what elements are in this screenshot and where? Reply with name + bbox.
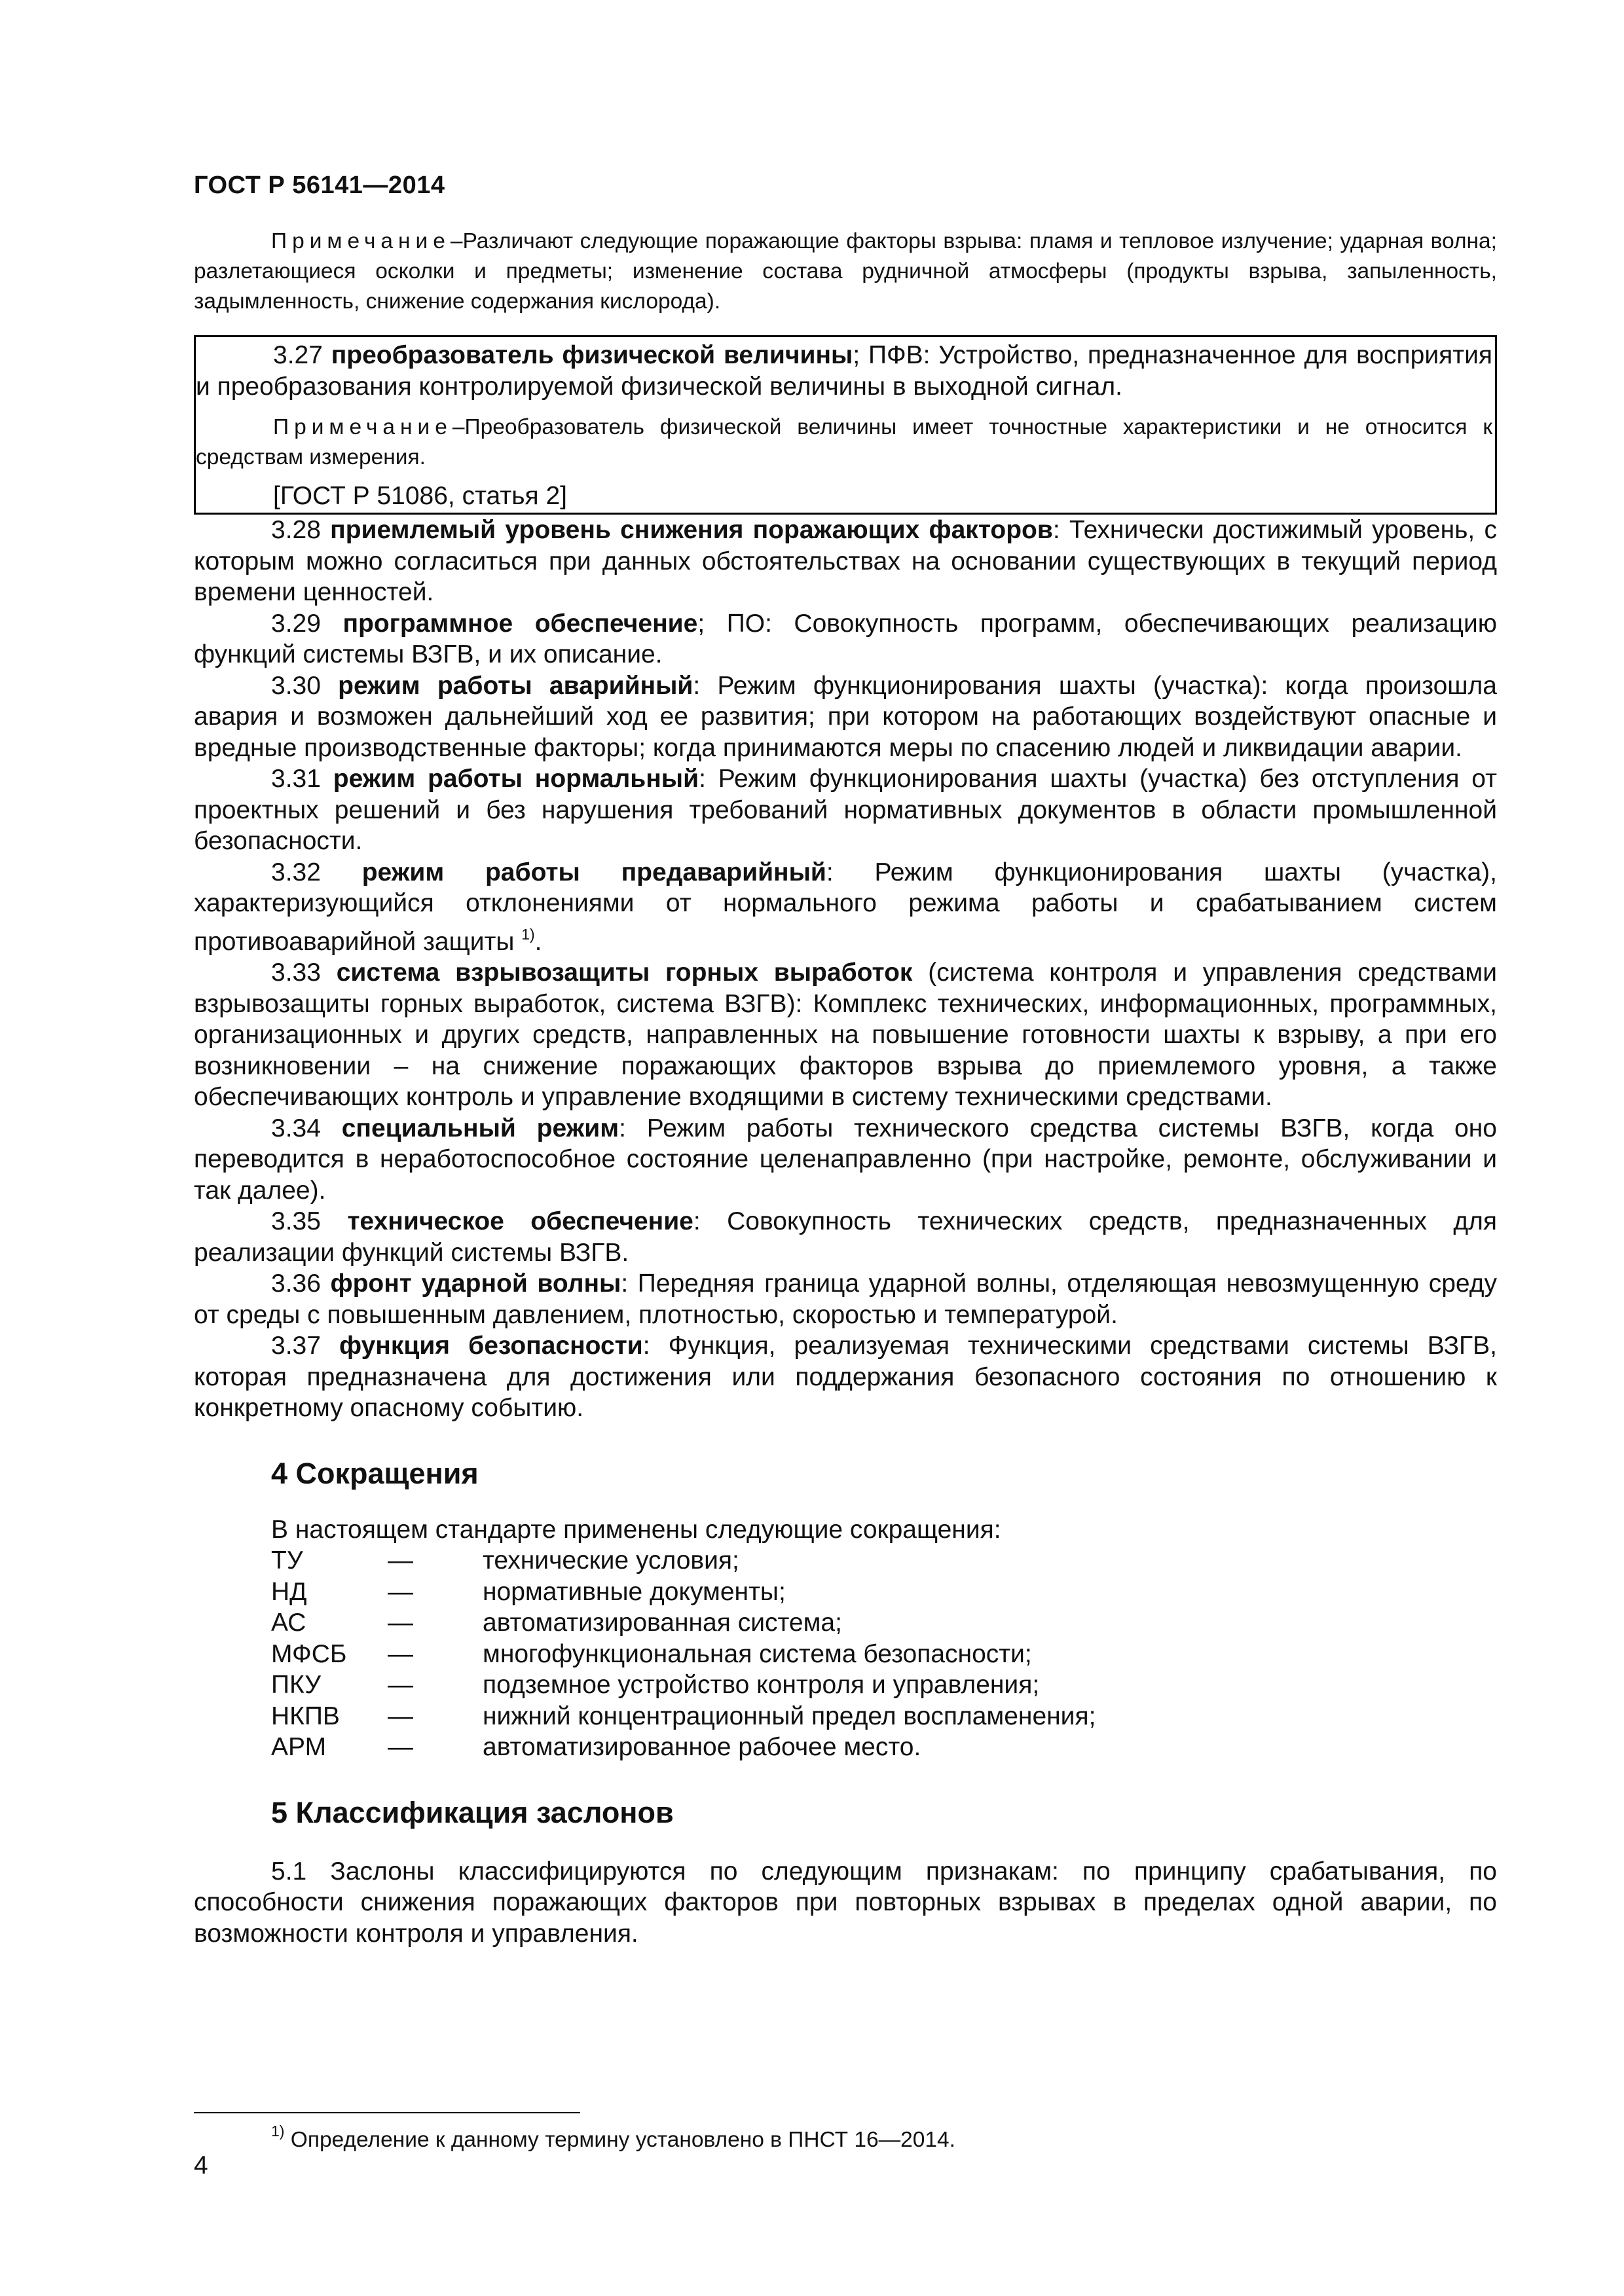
terms-list [194, 515, 1497, 1424]
term-name: специальный режим [341, 1114, 619, 1142]
abbreviation-meaning: технические условия; [483, 1546, 739, 1575]
term-paragraph [194, 1206, 1497, 1268]
footnote [271, 2116, 955, 2155]
term-number: 3.28 [271, 516, 321, 544]
term-tail: . [534, 927, 542, 956]
abbreviation: ПКУ [271, 1671, 321, 1699]
list-item [271, 1545, 1497, 1576]
abbreviation: НД [271, 1577, 307, 1606]
note-text: –Преобразователь физической величины имеет точностные характеристики и не относится к средствам измерения. [196, 415, 1492, 469]
section-intro: В настоящем стандарте применены следующие сокращения: [271, 1515, 1001, 1544]
term-paragraph [194, 763, 1497, 857]
footnote-separator [194, 2112, 580, 2113]
term-number: 3.36 [271, 1269, 321, 1298]
term-definition: ; ПФВ: Устройство, предназначенное для восприятия и преобразования контролируемой физической величины в выходной сигнал. [196, 341, 1492, 401]
term-number: 3.29 [271, 609, 321, 638]
list-item [271, 1639, 1497, 1670]
term-name: программное обеспечение [342, 609, 698, 638]
dash: — [388, 1639, 413, 1668]
dash: — [388, 1702, 413, 1730]
term-paragraph [194, 515, 1497, 608]
term-paragraph [194, 1113, 1497, 1207]
section-heading: 5 Классификация заслонов [271, 1795, 674, 1829]
term-reference: [ГОСТ Р 51086, статья 2] [273, 482, 568, 510]
document-header: ГОСТ Р 56141—2014 [194, 172, 445, 199]
note-label: Примечание [273, 415, 452, 439]
abbreviation-meaning: автоматизированная система; [483, 1609, 842, 1637]
page-number: 4 [194, 2151, 208, 2179]
term-number: 3.31 [271, 765, 321, 793]
term-name: преобразователь физической величины [331, 341, 853, 369]
abbreviations-list [271, 1545, 1497, 1763]
term-name: техническое обеспечение [347, 1207, 693, 1235]
term-paragraph [194, 1330, 1497, 1424]
term-number: 3.32 [271, 858, 321, 886]
term-name: режим работы аварийный [338, 671, 693, 700]
boxed-note [196, 412, 1492, 473]
list-item [271, 1607, 1497, 1639]
abbreviation-meaning: нормативные документы; [483, 1577, 786, 1606]
term-name: фронт ударной волны [330, 1269, 621, 1298]
section-heading: 4 Сокращения [271, 1456, 479, 1490]
abbreviation-meaning: многофункциональная система безопасности; [483, 1639, 1032, 1668]
dash: — [388, 1733, 413, 1761]
abbreviation-meaning: нижний концентрационный предел воспламенения; [483, 1702, 1096, 1730]
term-paragraph [194, 1268, 1497, 1330]
term-paragraph [194, 608, 1497, 670]
term-definition: : Передняя граница ударной волны, отделяющая невозмущенную среду от среды с повышенным давлением, плотностью, скоростью и температурой. [194, 1269, 1497, 1329]
term-definition: ; ПО: Совокупность программ, обеспечивающих реализацию функций системы ВЗГВ, и их описание. [194, 609, 1497, 668]
term-number: 3.33 [271, 958, 321, 987]
dash: — [388, 1609, 413, 1637]
term-name: система взрывозащиты горных выработок [336, 958, 913, 987]
term-definition: : Режим работы технического средства системы ВЗГВ, когда оно переводится в неработоспособное состояние целенаправленно (при настройке, ремонте, обслуживании и так далее). [194, 1114, 1497, 1205]
term-definition: : Функция, реализуемая техническими средствами системы ВЗГВ, которая предназначена для достижения или поддержания безопасного состояния по отношению к конкретному опасному событию. [194, 1332, 1497, 1422]
boxed-term-3-27 [194, 335, 1497, 515]
term-paragraph [196, 340, 1492, 402]
dash: — [388, 1577, 413, 1606]
abbreviation: АС [271, 1609, 306, 1637]
term-name: режим работы предаварийный [361, 858, 826, 886]
term-definition: : Совокупность технических средств, предназначенных для реализации функций системы ВЗГВ. [194, 1207, 1497, 1267]
footnote-text: Определение к данному термину установлено в ПНСТ 16—2014. [284, 2128, 955, 2152]
abbreviation: МФСБ [271, 1639, 347, 1668]
note-paragraph [194, 227, 1497, 317]
list-item [271, 1576, 1497, 1608]
term-definition: (система контроля и управления средствами взрывозащиты горных выработок, система ВЗГВ): Комплекс технических, информационных, программных, организационных и других средств, направленных на повышение готовности шахты к взрыву, а при его возникновении – на снижение поражающих факторов взрыва до приемлемого уровня, а также обеспечивающих контроль и управление входящими в систему техническими средствами. [194, 958, 1497, 1111]
term-number: 3.35 [271, 1207, 321, 1235]
term-definition: : Режим функционирования шахты (участка) без отступления от проектных решений и без нарушения требований нормативных документов в области промышленной безопасности. [194, 765, 1497, 855]
abbreviation-meaning: подземное устройство контроля и управления; [483, 1671, 1040, 1699]
list-item [271, 1732, 1497, 1763]
term-name: режим работы нормальный [333, 765, 699, 793]
abbreviation: ТУ [271, 1546, 303, 1575]
note-label: Примечание [271, 229, 451, 253]
note-text: –Различают следующие поражающие факторы взрыва: пламя и тепловое излучение; ударная волна; разлетающиеся осколки и предметы; изменение состава рудничной атмосферы (продукты взрыва, запыленность, задымленность, снижение содержания кислорода). [194, 229, 1497, 314]
footnote-mark: 1) [271, 2123, 285, 2140]
footnote-reference[interactable]: 1) [521, 925, 535, 943]
term-number: 3.27 [273, 341, 323, 369]
dash: — [388, 1671, 413, 1699]
term-definition: : Режим функционирования шахты (участка), характеризующийся отклонениями от нормального режима работы и срабатыванием систем противоаварийной защиты [194, 858, 1498, 956]
term-name: приемлемый уровень снижения поражающих факторов [330, 516, 1053, 544]
section-paragraph: 5.1 Заслоны классифицируются по следующим признакам: по принципу срабатывания, по способности снижения поражающих факторов при повторных взрывах в пределах одной аварии, по возможности контроля и управления. [194, 1857, 1497, 1948]
abbreviation: НКПВ [271, 1702, 340, 1730]
list-item [271, 1701, 1497, 1732]
document-body [194, 227, 1497, 1949]
term-definition: : Технически достижимый уровень, с которым можно согласиться при данных обстоятельствах на основании существующих в текущий период времени ценностей. [194, 516, 1498, 606]
term-number: 3.30 [271, 671, 321, 700]
abbreviation: АРМ [271, 1733, 327, 1761]
term-paragraph [194, 670, 1497, 764]
abbreviation-meaning: автоматизированное рабочее место. [483, 1733, 921, 1761]
term-paragraph [194, 857, 1497, 958]
list-item [271, 1669, 1497, 1701]
dash: — [388, 1546, 413, 1575]
term-paragraph [194, 957, 1497, 1113]
term-name: функция безопасности [339, 1332, 643, 1360]
term-number: 3.37 [271, 1332, 321, 1360]
term-definition: : Режим функционирования шахты (участка): когда произошла авария и возможен дальнейший ход ее развития; при котором на работающих воздействуют опасные и вредные производственные факторы; когда принимаются меры по спасению людей и ликвидации аварии. [194, 671, 1497, 762]
term-number: 3.34 [271, 1114, 321, 1142]
